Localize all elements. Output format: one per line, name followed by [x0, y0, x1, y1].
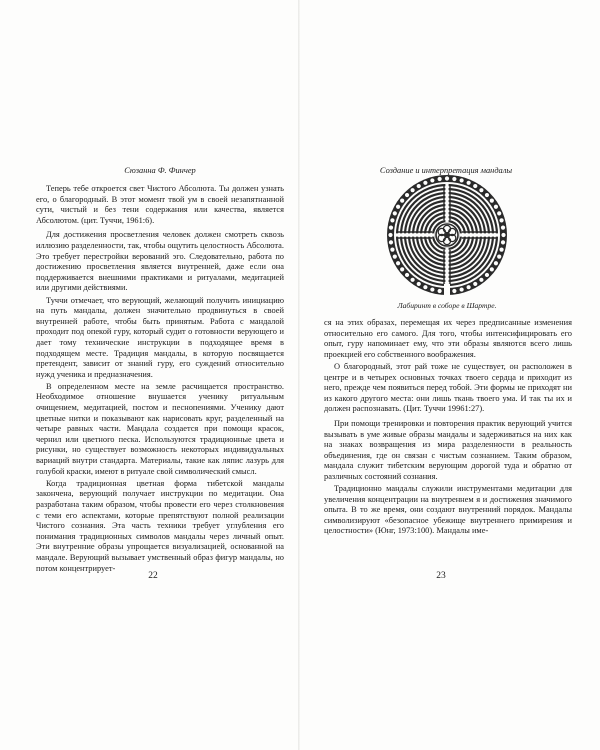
lunation-dot — [490, 267, 494, 271]
lunation-dot — [497, 211, 501, 215]
chartres-labyrinth-icon — [386, 174, 508, 296]
lunation-dot — [494, 261, 498, 265]
lunation-dot — [501, 226, 505, 230]
page-number-right: 23 — [436, 571, 446, 581]
lunation-dot — [499, 218, 503, 222]
paragraph: Когда традиционная цветная форма тибетской мандалы закончена, верующий получает инструкции по медитации. Она разработана таким образом, чтобы провести его через столкновения с теми его аспектами, которые препятствуют полной реализации Чистого сознания. Эта часть техники требует углубления его понимания традиционных символов мандалы через личный опыт. Эти внутренние образы упрощается визуализацией, основанной на мандале. Верующий вызывает умственный образ фигур мандалы, но потом концентрирует- — [36, 478, 284, 573]
lunation-dot — [452, 177, 456, 181]
lunation-dot — [405, 273, 409, 277]
paragraph: В определенном месте на земле расчищается пространство. Необходимое отношение внушается ученику ритуальным очищением, медитацией, постом и песнопениями. Ученику дают цветные нитки и показывают как нарисовать круг, разделенный на четыре равных части. Мандала создается при помощи красок, чернил или цветного песка. Используются традиционные цвета и рисунки, но существует возможность некоторых индивидуальных вариаций внутри стандарта. Материалы, такие как ляпис лазурь для голубой краски, имеют в ритуале свой символический смысл. — [36, 381, 284, 476]
paragraph: Туччи отмечает, что верующий, желающий получить инициацию на путь мандалы, должен значительно продвинуться в своей внутренней работе, чтобы быть принятым. Работа с мандалой проходит под опекой гуру, который судит о готовности верующего и дает тому технические инструкции в подходящее время в подходящем месте. Традиция мандалы, в которую посвящается претендент, зависит от знаний гуру, его суждений относительно нужд ученика и предназначения. — [36, 295, 284, 379]
lunation-dot — [405, 193, 409, 197]
right-text-block — [324, 318, 572, 539]
lunation-dot — [467, 285, 471, 289]
lunation-dot — [494, 205, 498, 209]
paragraph: Для достижения просветления человек должен смотреть сквозь иллюзию разделенности, так, чтобы ощутить целостность Абсолюта. Это требует перестройки верований эго. Следовательно, работа по достижению просветления является внутренней, даже если она поддерживается внешними практиками и ритуалами, медитацией или другими действиями. — [36, 230, 284, 293]
lunation-dot — [467, 181, 471, 185]
lunation-dot — [473, 282, 477, 286]
right-page — [300, 0, 600, 750]
lunation-dot — [389, 240, 393, 244]
lunation-dot — [438, 289, 442, 293]
lunation-dot — [396, 205, 400, 209]
lunation-dot — [499, 248, 503, 252]
lunation-dot — [423, 181, 427, 185]
paragraph: Традиционно мандалы служили инструментами медитации для увеличения концентрации на внутреннем я и достижения значимого опыта. В то же время, они создают внутренний порядок. Мандалы символизируют «безопасное убежище внутреннего примирения и целостности» (Юнг, 1973:100). Мандалы име- — [324, 484, 572, 536]
lunation-dot — [423, 285, 427, 289]
lunation-dot — [400, 199, 404, 203]
right-running-head: Создание и интерпретация мандалы — [379, 166, 513, 175]
lunation-dot — [473, 184, 477, 188]
page-number-left: 22 — [148, 571, 158, 581]
lunation-dot — [501, 240, 505, 244]
lunation-dot — [396, 261, 400, 265]
lunation-dot — [485, 193, 489, 197]
lunation-dot — [393, 211, 397, 215]
lunation-dot — [389, 226, 393, 230]
lunation-dot — [460, 178, 464, 182]
left-text-block — [36, 184, 284, 576]
lunation-dot — [411, 188, 415, 192]
lunation-dot — [390, 218, 394, 222]
labyrinth-figure — [386, 174, 508, 296]
lunation-dot — [452, 289, 456, 293]
lunation-dot — [417, 282, 421, 286]
lunation-dot — [430, 178, 434, 182]
lunation-dot — [479, 188, 483, 192]
lunation-dot — [438, 177, 442, 181]
lunation-dot — [388, 233, 392, 237]
left-running-head: Сюзанна Ф. Финчер — [124, 166, 196, 175]
lunation-dot — [390, 248, 394, 252]
lunation-dot — [490, 199, 494, 203]
lunation-dot — [393, 255, 397, 259]
lunation-dot — [460, 287, 464, 291]
lunation-dot — [411, 278, 415, 282]
lunation-dot — [497, 255, 501, 259]
block-quote: Теперь тебе откроется свет Чистого Абсолюта. Ты должен узнать его, о благородный. В этот момент твой ум в своей незапятнанной сути, чистый и без тени содержания или качества, является Абсолютом. (цит. Туччи, 1961:6). — [36, 184, 284, 225]
paragraph: При помощи тренировки и повторения практик верующий учится вызывать в уме живые образы мандалы и задерживаться на них как на знаках возвращения из мира разделенности в реальность объединения, где он связан с чистым сознанием. Таким образом, мандала служит тибетским верующим дорогой туда и обратно от различных состояний сознания. — [324, 418, 572, 481]
lunation-dot — [485, 273, 489, 277]
lunation-dot — [479, 278, 483, 282]
lunation-dot — [445, 176, 449, 180]
lunation-dot — [501, 233, 505, 237]
lunation-dot — [430, 287, 434, 291]
figure-caption: Лабиринт в соборе в Шартре. — [397, 301, 497, 310]
block-quote: О благородный, этот рай тоже не существует, он расположен в центре и в четырех основных точках твоего сердца и приходит из него, прежде чем появиться перед тобой. Эти формы не приходят ни из какого другого места: они лишь ткань твоего ума. И так ты их и должен распознавать. (Цит. Туччи 19961:27). — [324, 361, 572, 414]
lunation-dot — [417, 184, 421, 188]
lunation-dot — [400, 267, 404, 271]
paragraph: ся на этих образах, перемещая их через предписанные изменения относительно его самого. Для того, чтобы интенсифицировать его опыт, гуру напоминает ему, что эти образы являются всего лишь проекцией его собственного воображения. — [324, 318, 572, 359]
